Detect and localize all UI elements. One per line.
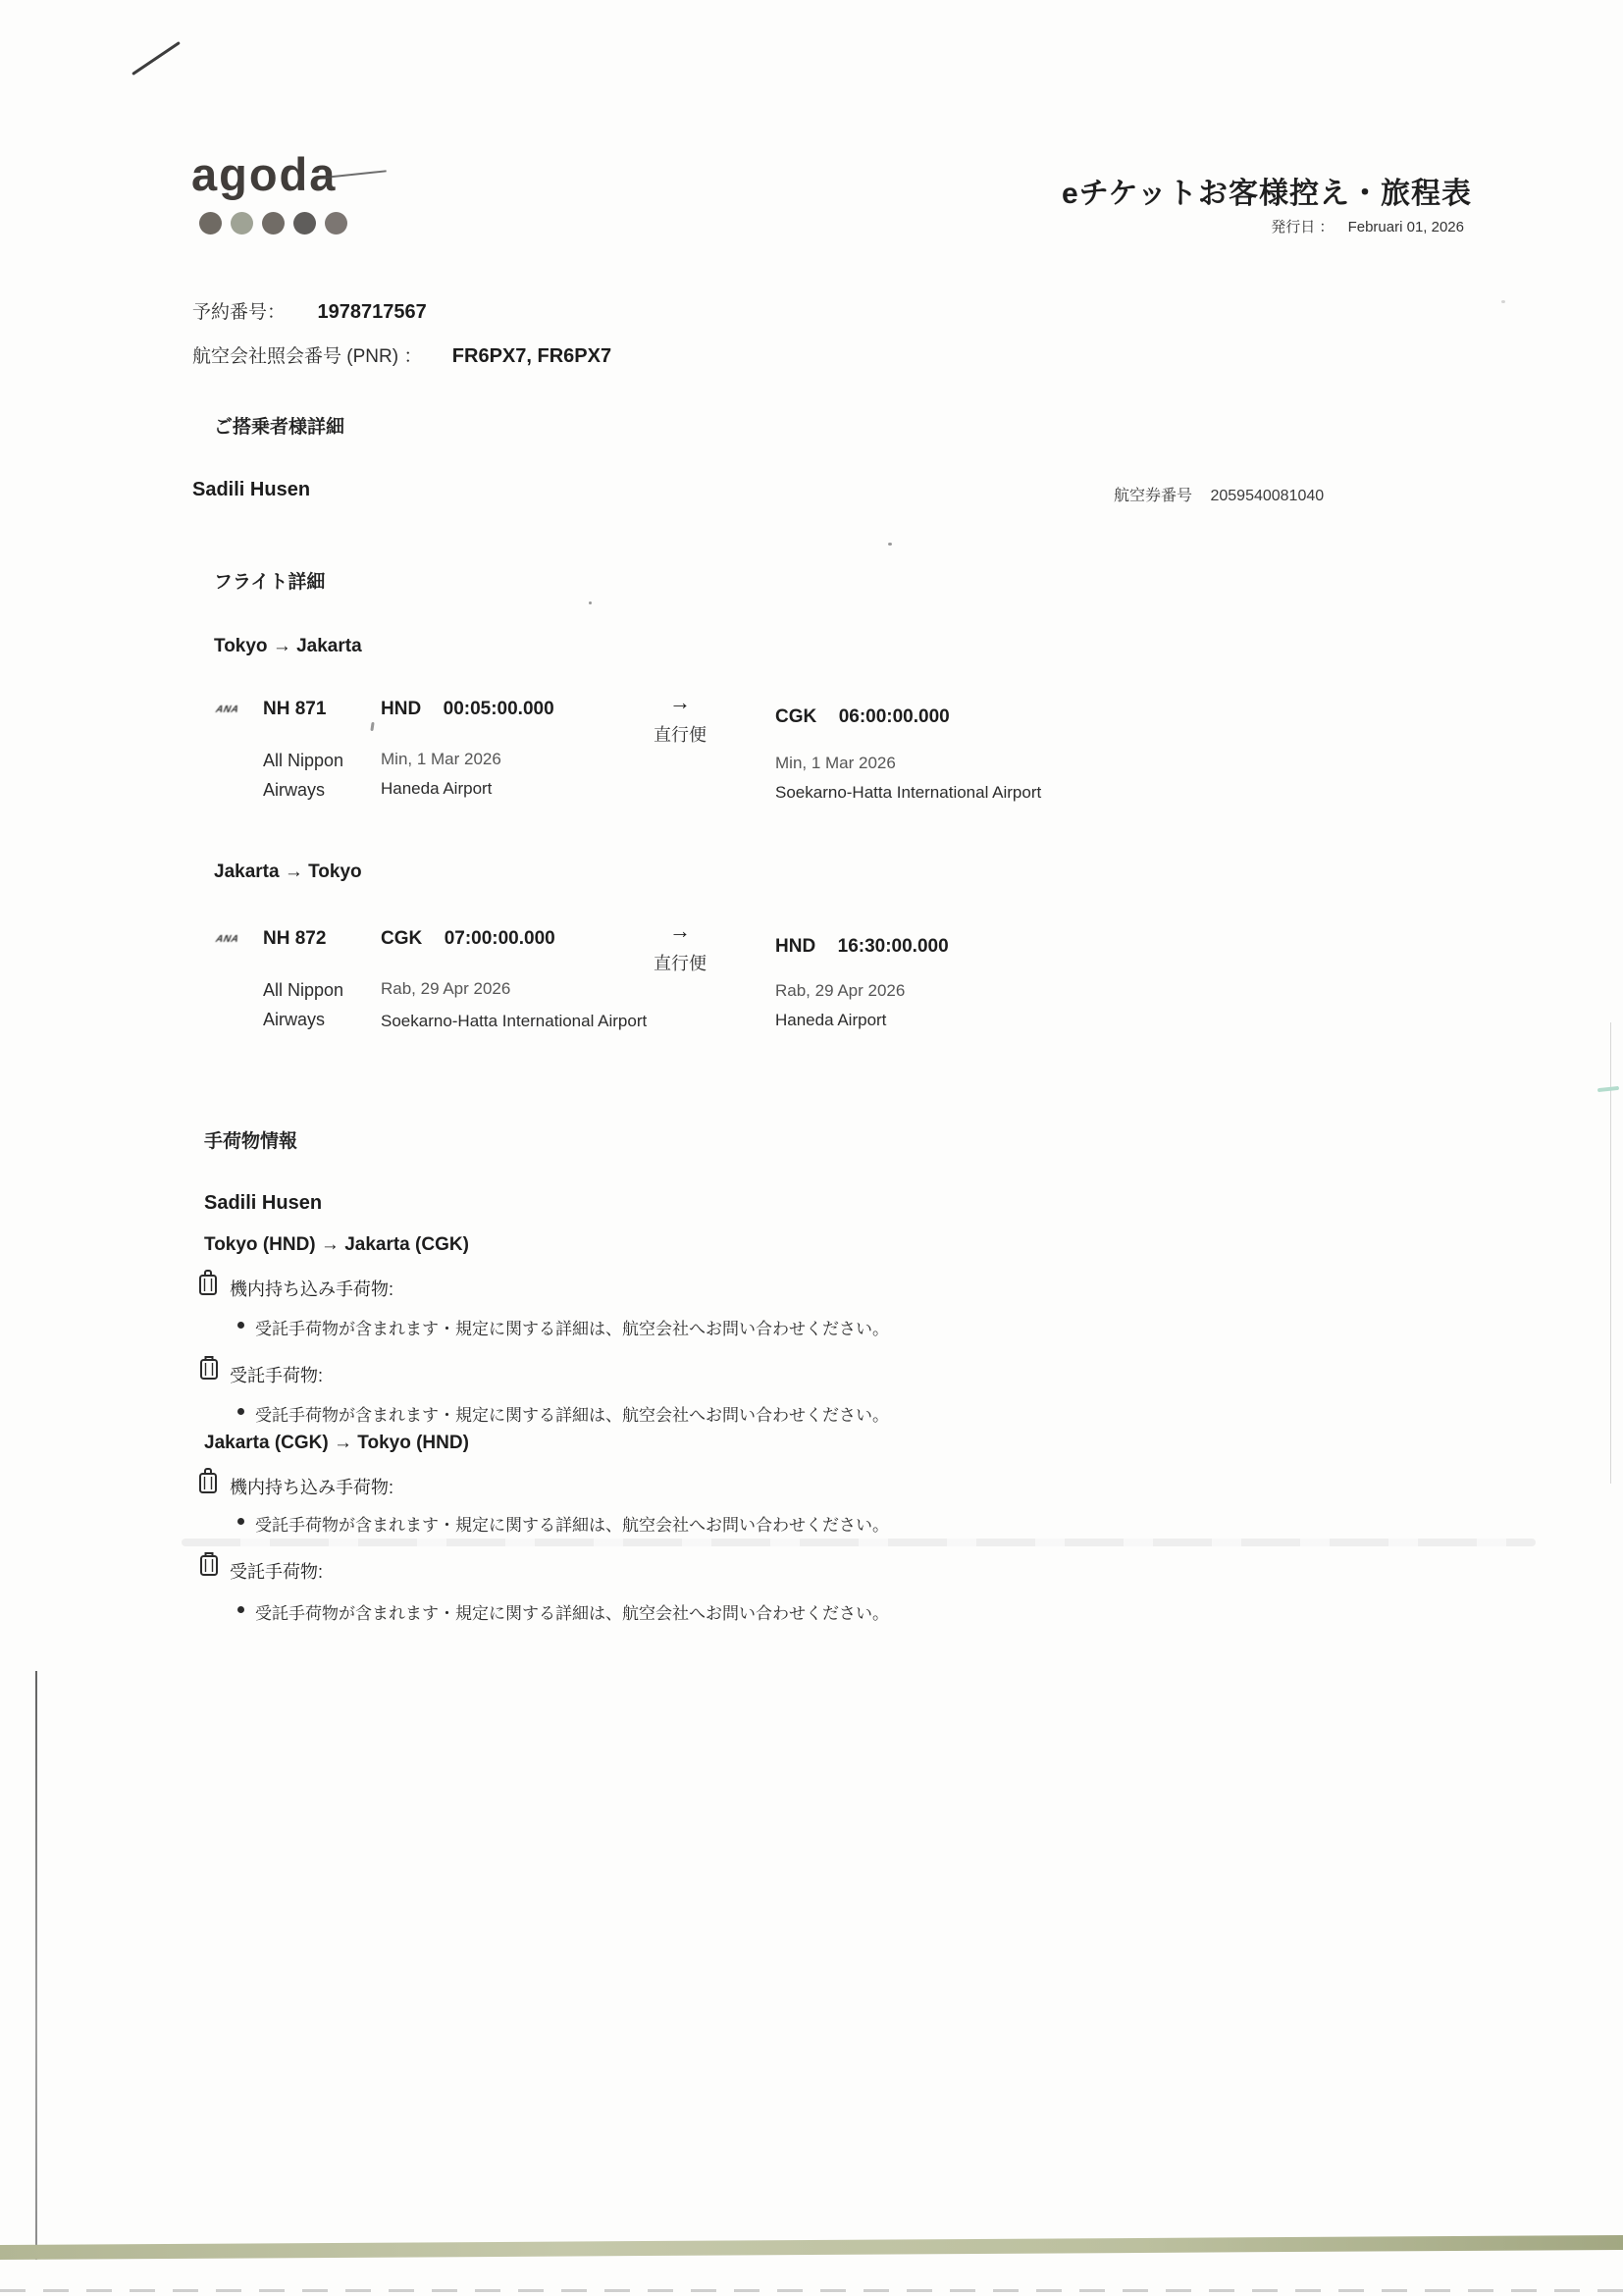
arrival-airport-code: HND <box>775 936 816 957</box>
baggage-note: 受託手荷物が含まれます・規定に関する詳細は、航空会社へお問い合わせください。 <box>255 1516 889 1535</box>
baggage-section-title: 手荷物情報 <box>204 1131 298 1152</box>
arrival-date: Min, 1 Mar 2026 <box>775 754 896 772</box>
bullet-dot <box>237 1606 244 1613</box>
flight-section-title: フライト詳細 <box>214 572 326 593</box>
booking-number-label: 予約番号： <box>192 302 287 323</box>
flight-number: NH 872 <box>263 928 327 949</box>
direct-flight-arrow-icon: → <box>669 918 691 943</box>
direct-flight-label: 直行便 <box>654 725 707 745</box>
scan-artifact-speck <box>888 543 892 546</box>
ticket-number-line <box>1114 483 1324 505</box>
arrival-time: 06:00:00.000 <box>838 706 950 727</box>
booking-number-value: 1978717567 <box>317 301 427 323</box>
airline-name: All Nippon Airways <box>263 751 344 800</box>
arrival-time: 16:30:00.000 <box>837 936 949 957</box>
logo-dot-icon <box>231 212 253 235</box>
arrival-line <box>775 706 950 728</box>
direct-flight-arrow-icon: → <box>669 690 691 714</box>
passenger-section-title: ご搭乗者様詳細 <box>214 417 345 438</box>
arrival-airport-code: CGK <box>775 706 817 727</box>
scan-artifact-slash <box>131 41 181 76</box>
scan-artifact-speck <box>589 601 592 604</box>
bullet-dot <box>237 1518 244 1525</box>
departure-date: Min, 1 Mar 2026 <box>381 750 501 768</box>
departure-airport: Soekarno-Hatta International Airport <box>381 1012 648 1030</box>
baggage-route-title: Tokyo (HND) → Jakarta (CGK) <box>204 1234 469 1255</box>
direct-flight-label: 直行便 <box>654 954 707 973</box>
scan-artifact-teal-tick <box>1597 1086 1619 1092</box>
direct-flight-block <box>643 918 717 975</box>
airline-name: All Nippon Airways <box>263 980 344 1029</box>
ana-airline-logo-icon: ANA <box>214 704 240 715</box>
checked-bag-icon <box>198 1548 220 1578</box>
scan-artifact-bottom-dashes <box>0 2289 1623 2292</box>
logo-dot-icon <box>199 212 222 235</box>
ticket-number-value: 2059540081040 <box>1210 488 1325 504</box>
checked-bag-icon <box>198 1352 220 1382</box>
departure-date: Rab, 29 Apr 2026 <box>381 979 511 998</box>
arrival-date: Rab, 29 Apr 2026 <box>775 981 906 1000</box>
carry-on-bag-icon <box>196 1269 220 1296</box>
route-heading: Tokyo → Jakarta <box>214 636 362 656</box>
flight-number: NH 871 <box>263 699 327 719</box>
doc-title-block <box>883 169 1472 236</box>
doc-title: eチケットお客様控え・旅程表 <box>1062 178 1472 210</box>
carry-on-label: 機内持ち込み手荷物: <box>230 1478 394 1497</box>
arrival-airport: Haneda Airport <box>775 1011 887 1029</box>
departure-time: 00:05:00.000 <box>443 699 554 719</box>
issue-date-line <box>883 216 1472 236</box>
scan-artifact-left-line <box>35 1671 37 2260</box>
checked-label: 受託手荷物: <box>230 1366 324 1385</box>
pnr-label: 航空会社照会番号 (PNR) ： <box>192 346 423 367</box>
issue-date-label: 発行日 ： <box>1271 219 1335 235</box>
carry-on-label: 機内持ち込み手荷物: <box>230 1279 394 1299</box>
departure-airport-code: CGK <box>381 928 423 949</box>
arrival-airport: Soekarno-Hatta International Airport <box>775 783 1042 802</box>
pnr-line <box>192 341 611 368</box>
direct-flight-block <box>643 690 717 747</box>
baggage-note: 受託手荷物が含まれます・規定に関する詳細は、航空会社へお問い合わせください。 <box>255 1406 889 1425</box>
booking-number-line <box>192 297 427 324</box>
logo-dot-icon <box>262 212 285 235</box>
departure-time: 07:00:00.000 <box>444 928 555 949</box>
departure-airport: Haneda Airport <box>381 779 493 798</box>
scan-artifact-right-line <box>1610 1022 1611 1484</box>
scan-artifact-speck <box>370 722 374 731</box>
agoda-logo: agoda <box>191 148 338 200</box>
logo-dot-icon <box>325 212 347 235</box>
baggage-route-title: Jakarta (CGK) → Tokyo (HND) <box>204 1433 469 1453</box>
baggage-note: 受託手荷物が含まれます・規定に関する詳細は、航空会社へお問い合わせください。 <box>255 1604 889 1623</box>
arrival-line <box>775 936 949 958</box>
baggage-note: 受託手荷物が含まれます・規定に関する詳細は、航空会社へお問い合わせください。 <box>255 1320 889 1338</box>
carry-on-bag-icon <box>196 1467 220 1494</box>
departure-line <box>381 928 555 950</box>
ana-airline-logo-icon: ANA <box>214 934 240 945</box>
logo-dot-icon <box>293 212 316 235</box>
scan-artifact-faint-band <box>182 1539 1536 1546</box>
pnr-value: FR6PX7, FR6PX7 <box>451 345 612 367</box>
scan-artifact-speck <box>1501 300 1505 303</box>
bullet-dot <box>237 1322 244 1329</box>
baggage-passenger-name: Sadili Husen <box>204 1192 323 1214</box>
bullet-dot <box>237 1408 244 1415</box>
route-heading: Jakarta → Tokyo <box>214 861 362 882</box>
scan-artifact-paper-edge <box>0 2235 1623 2260</box>
ticket-number-label: 航空券番号 <box>1114 488 1193 504</box>
agoda-logo-dots <box>199 212 347 235</box>
departure-airport-code: HND <box>381 699 422 719</box>
passenger-name: Sadili Husen <box>192 479 311 500</box>
issue-date-value: Februari 01, 2026 <box>1347 219 1464 235</box>
departure-line <box>381 699 554 720</box>
checked-label: 受託手荷物: <box>230 1562 324 1582</box>
